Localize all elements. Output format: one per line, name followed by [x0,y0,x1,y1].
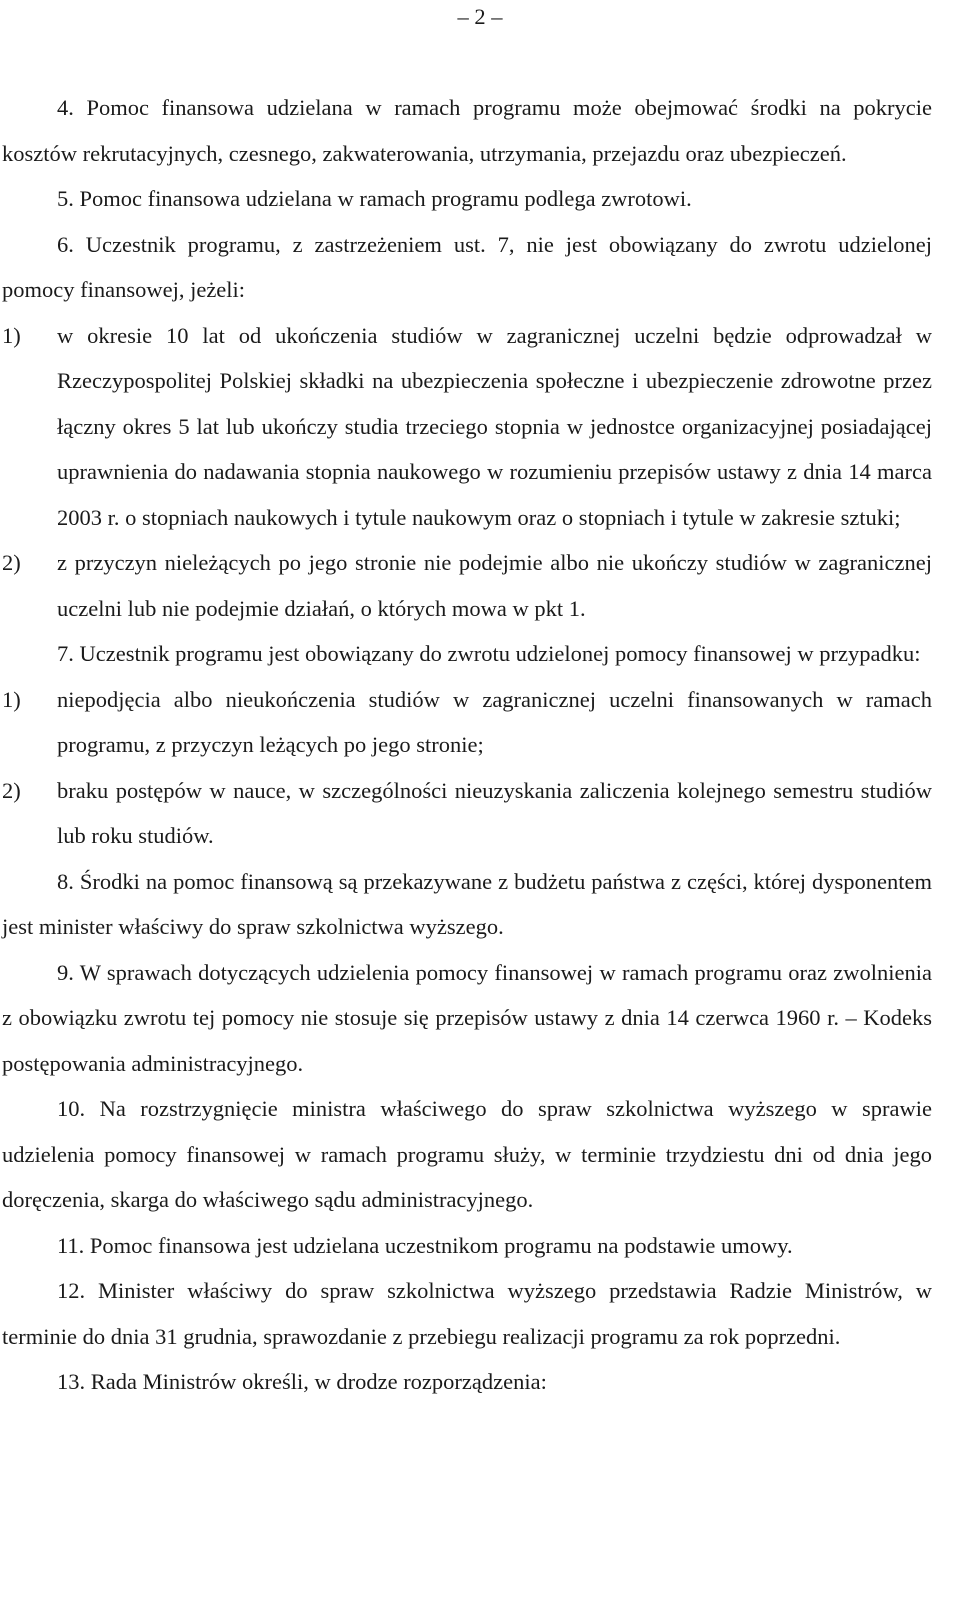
paragraph-12: 12. Minister właściwy do spraw szkolnictwa wyższego przedstawia Radzie Ministrów, w terminie do dnia 31 grudnia, sprawozdanie z przebiegu realizacji programu za rok poprzedni. [2,1278,932,1349]
paragraph-9: 9. W sprawach dotyczących udzielenia pomocy finansowej w ramach programu oraz zwolnienia z obowiązku zwrotu tej pomocy nie stosuje się przepisów ustawy z dnia 14 czerwca 1960 r. – Kodeks postępowania administracyjnego. [2,959,932,1076]
list-item [2,313,932,541]
list-item-number: 2) [2,550,21,575]
paragraph-8: 8. Środki na pomoc finansową są przekazywane z budżetu państwa z części, której dysponentem jest minister właściwy do spraw szkolnictwa wyższego. [2,868,932,939]
list-item-text: z przyczyn nieleżących po jego stronie nie podejmie albo nie ukończy studiów w zagranicznej uczelni lub nie podejmie działań, o których mowa w pkt 1. [57,550,932,621]
paragraph-13: 13. Rada Ministrów określi, w drodze rozporządzenia: [57,1369,547,1394]
paragraph-5: 5. Pomoc finansowa udzielana w ramach programu podlega zwrotowi. [57,186,692,211]
list-item [2,540,932,631]
list-item-text: w okresie 10 lat od ukończenia studiów w zagranicznej uczelni będzie odprowadzał w Rzeczypospolitej Polskiej składki na ubezpieczenia społeczne i ubezpieczenie zdrowotne przez łączny okres 5 lat lub ukończy studia trzeciego stopnia w jednostce organizacyjnej posiadającej uprawnienia do nadawania stopnia naukowego w rozumieniu przepisów ustawy z dnia 14 marca 2003 r. o stopniach naukowych i tytule naukowym oraz o stopniach i tytule w zakresie sztuki; [57,322,932,530]
list-item [2,677,932,768]
list-item-number: 2) [2,777,21,803]
document-body [2,85,932,1405]
paragraph-4: 4. Pomoc finansowa udzielana w ramach programu może obejmować środki na pokrycie kosztów rekrutacyjnych, czesnego, zakwaterowania, utrzymania, przejazdu oraz ubezpieczeń. [2,95,932,166]
paragraph-10: 10. Na rozstrzygnięcie ministra właściwego do spraw szkolnictwa wyższego w sprawie udzielenia pomocy finansowej w ramach programu służy, w terminie trzydziestu dni od dnia jego doręczenia, skarga do właściwego sądu administracyjnego. [2,1096,932,1212]
page-number: – 2 – [457,4,503,29]
paragraph-7: 7. Uczestnik programu jest obowiązany do zwrotu udzielonej pomocy finansowej w przypadku: [57,641,921,666]
paragraph-11: 11. Pomoc finansowa jest udzielana uczestnikom programu na podstawie umowy. [57,1232,793,1258]
list-item-number: 1) [2,686,21,712]
list-item-text: braku postępów w nauce, w szczególności nieuzyskania zaliczenia kolejnego semestru studiów lub roku studiów. [57,777,932,848]
list-item [2,768,932,859]
list-item-text: niepodjęcia albo nieukończenia studiów w zagranicznej uczelni finansowanych w ramach programu, z przyczyn leżących po jego stronie; [57,686,932,757]
paragraph-6: 6. Uczestnik programu, z zastrzeżeniem ust. 7, nie jest obowiązany do zwrotu udzielonej pomocy finansowej, jeżeli: [2,231,932,302]
list-item-number: 1) [2,322,21,348]
